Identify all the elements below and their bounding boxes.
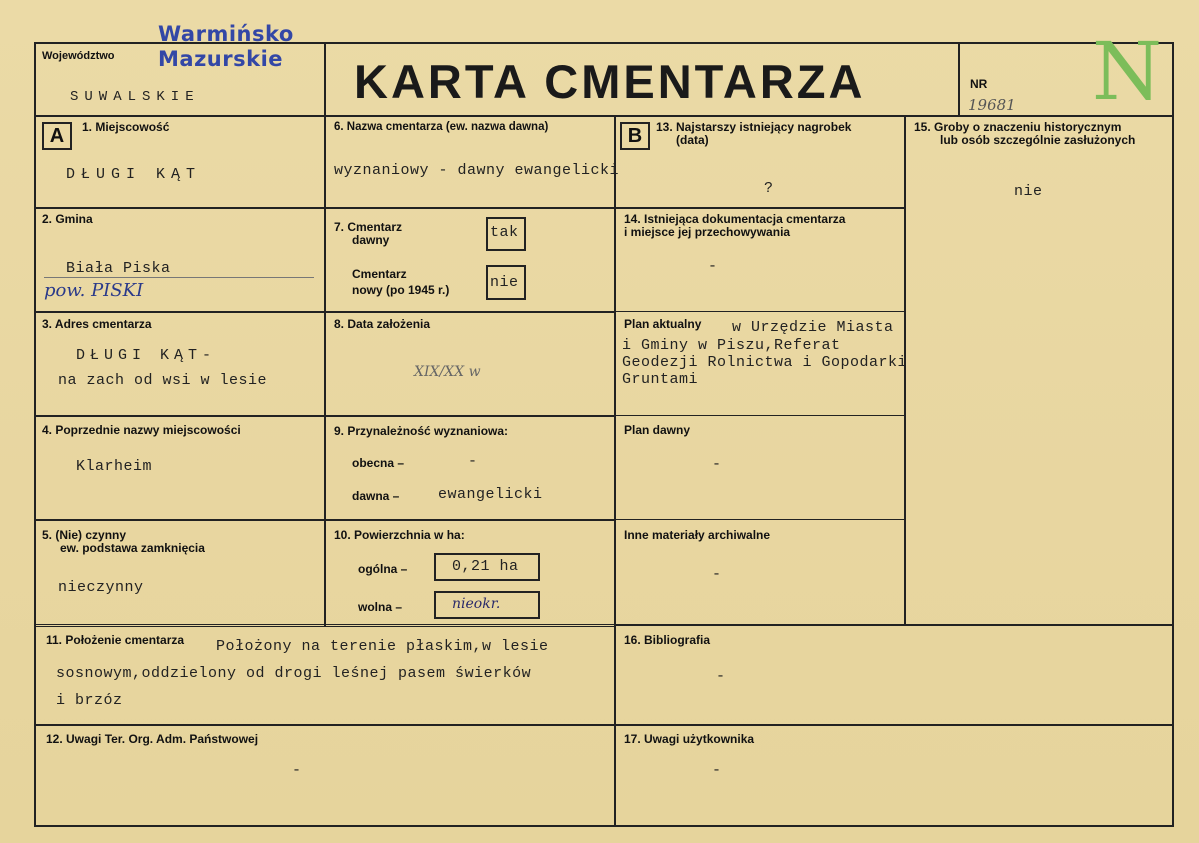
field-12-value: - — [292, 762, 302, 779]
field-9-former-label: dawna – — [352, 489, 400, 503]
field-14-label-line2: i miejsce jej przechowywania — [624, 225, 791, 239]
field-8-label: 8. Data założenia — [334, 317, 431, 331]
field-17-value: - — [712, 762, 722, 779]
field-16-label: 16. Bibliografia — [624, 633, 711, 647]
current-plan-value-line2: i Gminy w Piszu,Referat — [622, 337, 841, 354]
field-4-value: Klarheim — [76, 458, 153, 475]
field-2-value: Biała Piska — [66, 260, 171, 277]
field-4-label: 4. Poprzednie nazwy miejscowości — [42, 423, 241, 437]
field-12-label: 12. Uwagi Ter. Org. Adm. Państwowej — [46, 732, 259, 746]
field-13-value: ? — [764, 180, 774, 197]
current-plan-value-line4: Gruntami — [622, 371, 699, 388]
field-2-underline — [44, 277, 314, 278]
field-9-current-label: obecna – — [352, 456, 405, 470]
field-5-label-line1: 5. (Nie) czynny — [42, 528, 127, 542]
field-2-handwritten: pow. PISKI — [44, 280, 144, 301]
field-8-value: XIX/XX w — [414, 364, 481, 380]
nr-value: 19681 — [968, 96, 1016, 114]
field-7-label-line4: nowy (po 1945 r.) — [352, 283, 450, 297]
field-10-free-label: wolna – — [358, 600, 403, 614]
nr-letter: N — [1092, 25, 1162, 118]
field-10-total-label: ogólna – — [358, 562, 408, 576]
card-title: KARTA CMENTARZA — [354, 55, 866, 108]
field-14-divider-2 — [614, 415, 906, 416]
field-11-value-line3: i brzóz — [56, 692, 123, 709]
voivodeship-label: Województwo — [42, 50, 115, 62]
field-10-label: 10. Powierzchnia w ha: — [334, 528, 465, 542]
field-3-value-line2: na zach od wsi w lesie — [58, 372, 268, 389]
field-10-total-value: 0,21 ha — [452, 558, 519, 575]
nr-label: NR — [970, 77, 988, 91]
current-plan-value-line1: w Urzędzie Miasta — [732, 319, 894, 336]
field-11-value-line2: sosnowym,oddzielony od drogi leśnej pasem świerków — [56, 665, 532, 682]
field-17-label: 17. Uwagi użytkownika — [624, 732, 755, 746]
field-3-label: 3. Adres cmentarza — [42, 317, 152, 331]
field-14-divider-3 — [614, 519, 906, 520]
field-15-label-line1: 15. Groby o znaczeniu historycznym — [914, 120, 1122, 134]
field-9-label: 9. Przynależność wyznaniowa: — [334, 424, 509, 438]
field-1-cell — [34, 115, 326, 209]
field-1-label: 1. Miejscowość — [82, 120, 170, 134]
current-plan-value-line3: Geodezji Rolnictwa i Gopodarki — [622, 354, 908, 371]
other-materials-value: - — [712, 566, 722, 583]
field-7-value-new: nie — [490, 274, 519, 291]
field-7-label-line1: 7. Cmentarz — [334, 220, 403, 234]
other-materials-label: Inne materiały archiwalne — [624, 528, 771, 542]
field-3-value-line1: DŁUGI KĄT- — [76, 347, 217, 364]
field-6-label: 6. Nazwa cmentarza (ew. nazwa dawna) — [334, 121, 549, 133]
field-14-value: - — [708, 258, 718, 275]
field-7-value-old: tak — [490, 224, 519, 241]
voivodeship-stamp-line2: Mazurskie — [158, 47, 284, 71]
former-plan-value: - — [712, 456, 722, 473]
field-1-value: DŁUGI KĄT — [66, 166, 202, 183]
field-7-label-line2: dawny — [352, 233, 390, 247]
field-5-label-line2: ew. podstawa zamknięcia — [60, 541, 205, 555]
section-a-letter: A — [42, 122, 72, 150]
section-b-letter: B — [620, 122, 650, 150]
field-15-value: nie — [1014, 183, 1043, 200]
field-10-free-value: nieokr. — [452, 596, 501, 612]
field-9-former-value: ewangelicki — [438, 486, 543, 503]
field-13-label-line2: (data) — [676, 133, 709, 147]
field-15-label-line2: lub osób szczególnie zasłużonych — [940, 133, 1136, 147]
field-14-label-line1: 14. Istniejąca dokumentacja cmentarza — [624, 212, 846, 226]
field-13-label-line1: 13. Najstarszy istniejący nagrobek — [656, 120, 852, 134]
field-11-label: 11. Położenie cmentarza — [46, 633, 185, 647]
voivodeship-value: SUWALSKIE — [70, 89, 200, 105]
field-6-value: wyznaniowy - dawny ewangelicki — [334, 162, 620, 179]
field-16-value: - — [716, 668, 726, 685]
field-5-value: nieczynny — [58, 579, 144, 596]
field-14-cell — [614, 207, 906, 626]
field-11-value-line1: Położony na terenie płaskim,w lesie — [216, 638, 549, 655]
former-plan-label: Plan dawny — [624, 423, 691, 437]
field-14-divider-1 — [614, 311, 906, 312]
field-2-label: 2. Gmina — [42, 212, 93, 226]
field-7-label-line3: Cmentarz — [352, 267, 407, 281]
voivodeship-stamp-line1: Warmińsko — [158, 22, 294, 46]
current-plan-label: Plan aktualny — [624, 317, 702, 331]
field-9-current-value: - — [468, 453, 478, 470]
